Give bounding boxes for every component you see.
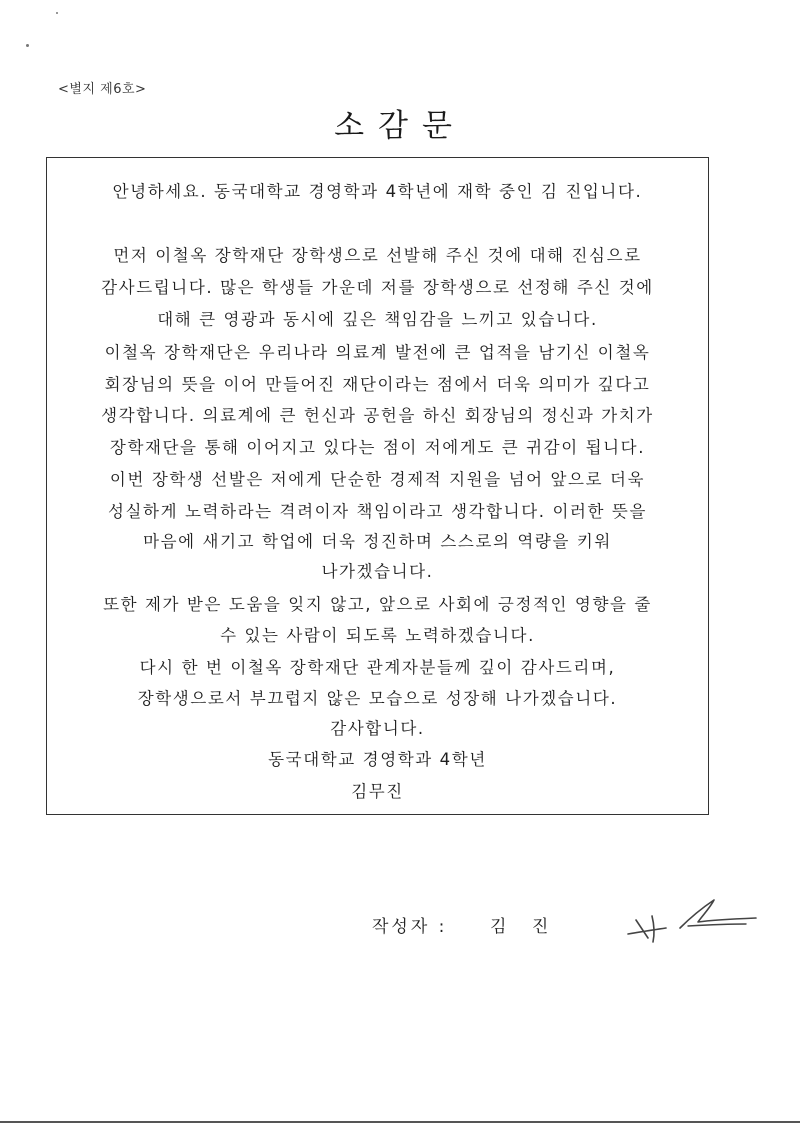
letter-line: 수 있는 사람이 되도록 노력하겠습니다. <box>220 626 535 645</box>
letter-body-box <box>46 157 709 815</box>
author-name: 김 진 <box>490 917 559 937</box>
letter-line: 장학재단을 통해 이어지고 있다는 점이 저에게도 큰 귀감이 됩니다. <box>109 438 646 457</box>
letter-line: 회장님의 뜻을 이어 만들어진 재단이라는 점에서 더욱 의미가 깊다고 <box>104 375 651 394</box>
letter-line: 마음에 새기고 학업에 더욱 정진하며 스스로의 역량을 키워 <box>143 532 612 551</box>
author-label: 작성자 : <box>372 917 448 937</box>
page-bottom-rule <box>0 1121 800 1123</box>
signer-name: 김무진 <box>351 782 404 801</box>
document-title: 소감문 <box>334 108 466 144</box>
letter-line: 이철옥 장학재단은 우리나라 의료계 발전에 큰 업적을 남기신 이철옥 <box>104 343 651 362</box>
letter-line: 먼저 이철옥 장학재단 장학생으로 선발해 주신 것에 대해 진심으로 <box>113 246 642 265</box>
letter-line: 대해 큰 영광과 동시에 깊은 책임감을 느끼고 있습니다. <box>157 310 598 329</box>
form-number: <별지 제6호> <box>58 82 147 97</box>
letter-line: 감사드립니다. 많은 학생들 가운데 저를 장학생으로 선정해 주신 것에 <box>101 278 654 297</box>
scan-speck <box>56 12 58 14</box>
greeting-line: 안녕하세요. 동국대학교 경영학과 4학년에 재학 중인 김 진입니다. <box>112 182 643 201</box>
letter-line: 감사합니다. <box>330 719 425 738</box>
letter-line: 또한 제가 받은 도움을 잊지 않고, 앞으로 사회에 긍정적인 영향을 줄 <box>103 595 652 614</box>
scan-speck <box>26 44 29 47</box>
letter-line: 나가겠습니다. <box>321 562 434 581</box>
affiliation-line: 동국대학교 경영학과 4학년 <box>268 750 487 769</box>
letter-line: 성실하게 노력하라는 격려이자 책임이라고 생각합니다. 이러한 뜻을 <box>107 502 647 521</box>
letter-line: 생각합니다. 의료계에 큰 헌신과 공헌을 하신 회장님의 정신과 가치가 <box>101 406 654 425</box>
handwritten-signature <box>622 892 762 948</box>
letter-line: 다시 한 번 이철옥 장학재단 관계자분들께 깊이 감사드리며, <box>139 658 616 677</box>
letter-line: 이번 장학생 선발은 저에게 단순한 경제적 지원을 넘어 앞으로 더욱 <box>109 470 646 489</box>
letter-line: 장학생으로서 부끄럽지 않은 모습으로 성장해 나가겠습니다. <box>137 689 618 708</box>
